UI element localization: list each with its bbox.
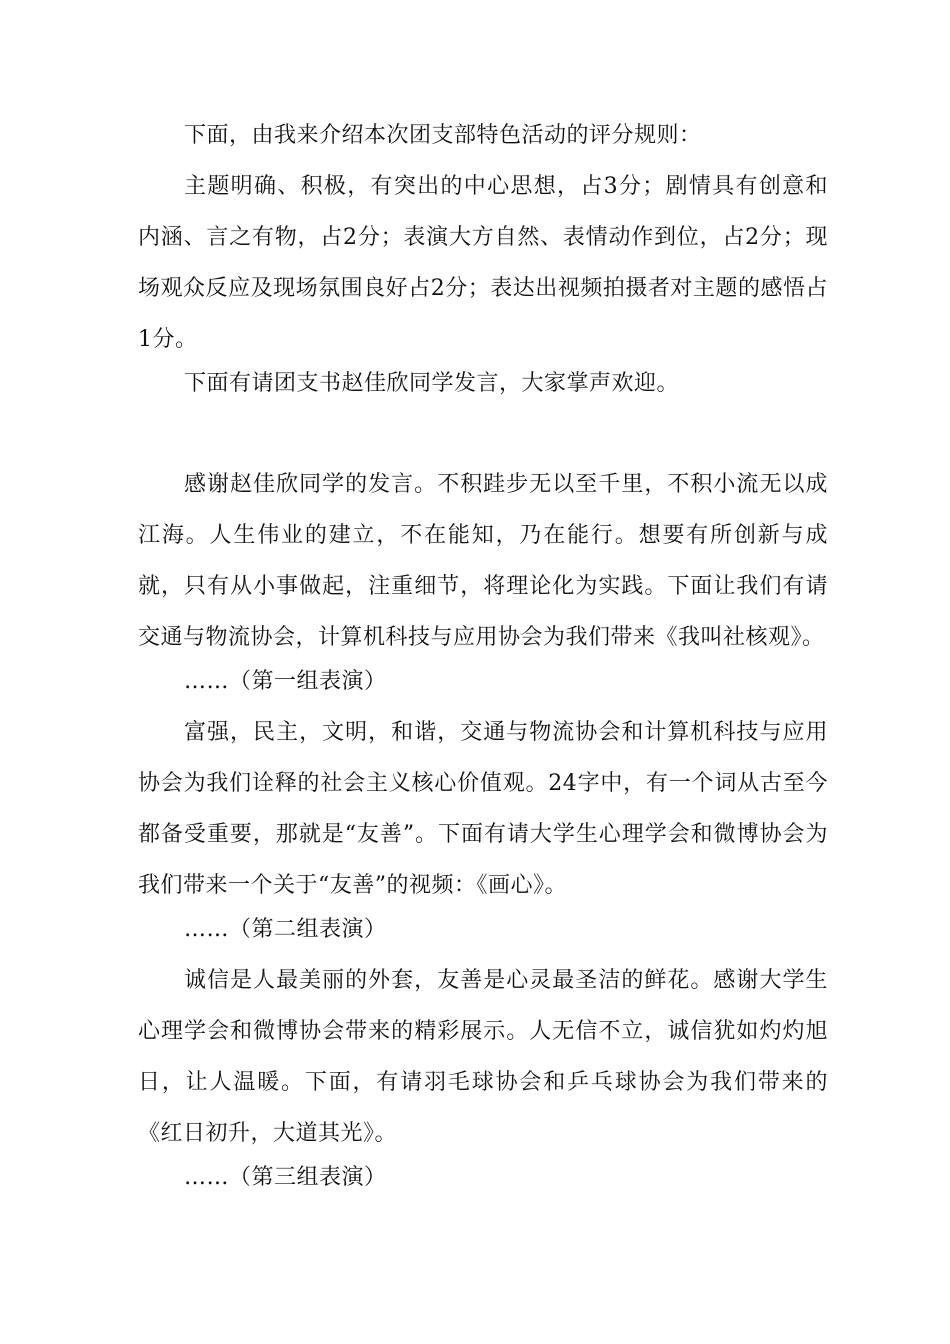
paragraph-integrity: 诚信是人最美丽的外套，友善是心灵最圣洁的鲜花。感谢大学生心理学会和微博协会带来的精彩展示。人无信不立，诚信犹如灼灼旭日，让人温暖。下面，有请羽毛球协会和乒乓球协会为我们带来的《红日初升，大道其光》。 xyxy=(138,968,828,1146)
paragraph-thanks-speaker: 感谢赵佳欣同学的发言。不积跬步无以至千里，不积小流无以成江海。人生伟业的建立，不在能知，乃在能行。想要有所创新与成就，只有从小事做起，注重细节，将理论化为实践。下面让我们有请交通与物流协会，计算机科技与应用协会为我们带来《我叫社核观》。 xyxy=(138,472,828,650)
paragraph-group-three: ……（第三组表演） xyxy=(184,1165,387,1190)
paragraph-group-one: ……（第一组表演） xyxy=(184,669,387,694)
paragraph-scoring-intro: 下面，由我来介绍本次团支部特色活动的评分规则： xyxy=(184,123,702,148)
paragraph-scoring-rules: 主题明确、积极，有突出的中心思想，占3分；剧情具有创意和内涵、言之有物，占2分；表演大方自然、表情动作到位，占2分；现场观众反应及现场氛围良好占2分；表达出视频拍摄者对主题的感悟占1分。 xyxy=(138,174,828,352)
paragraph-group-two: ……（第二组表演） xyxy=(184,917,387,942)
paragraph-invite-speaker: 下面有请团支书赵佳欣同学发言，大家掌声欢迎。 xyxy=(184,371,680,396)
paragraph-core-values: 富强，民主，文明，和谐，交通与物流协会和计算机科技与应用协会为我们诠释的社会主义核心价值观。24字中，有一个词从古至今都备受重要，那就是“友善”。下面有请大学生心理学会和微博协会为我们带来一个关于“友善”的视频：《画心》。 xyxy=(138,720,828,898)
